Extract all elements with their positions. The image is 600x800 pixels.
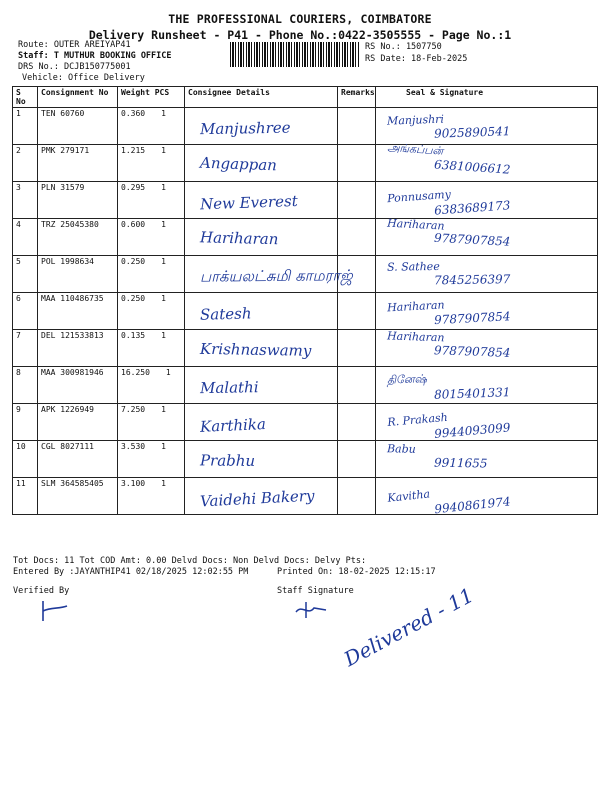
row-sno: 3 [13, 182, 38, 219]
col-consignee: Consignee Details [185, 87, 338, 108]
row-weight: 3.100 [121, 479, 146, 488]
row-pcs: 1 [165, 368, 171, 377]
row-consignee [185, 367, 338, 404]
row-seal [376, 182, 598, 219]
staff: Staff: T MUTHUR BOOKING OFFICE [18, 51, 172, 61]
row-seal [376, 256, 598, 293]
col-sno: S No [13, 87, 38, 108]
seal-signature: Babu [386, 442, 416, 456]
row-weight: 0.250 [121, 294, 146, 303]
seal-phone: 9787907854 [433, 309, 511, 328]
seal-signature: Hariharan [386, 216, 445, 233]
row-seal [376, 478, 598, 515]
row-weight-pcs [118, 441, 185, 478]
seal-phone: 9911655 [433, 455, 488, 471]
row-consignee [185, 478, 338, 515]
staff-signature-label: Staff Signature [277, 586, 354, 596]
col-pcs: PCS [154, 88, 170, 97]
row-sno: 1 [13, 108, 38, 145]
row-sno: 2 [13, 145, 38, 182]
row-consignee [185, 219, 338, 256]
seal-signature: அங்கப்பன் [386, 140, 444, 158]
row-remarks [338, 293, 376, 330]
row-seal [376, 140, 598, 182]
row-consignee [185, 145, 338, 182]
row-pcs: 1 [161, 257, 166, 266]
row-remarks [338, 145, 376, 182]
seal-signature: தினேஷ் [386, 372, 428, 387]
seal-signature: Ponnusamy [386, 187, 452, 206]
seal-signature: Manjushri [386, 112, 445, 128]
consignee-handwriting: Angappan [199, 153, 278, 175]
table-row [13, 330, 598, 367]
row-pcs: 1 [161, 220, 166, 229]
row-consignee [185, 330, 338, 367]
row-remarks [338, 367, 376, 404]
row-pcs: 1 [161, 405, 166, 414]
row-weight-pcs [118, 404, 185, 441]
table-row [13, 441, 598, 478]
row-weight: 0.600 [121, 220, 146, 229]
row-consignment: TEN 60760 [38, 108, 118, 145]
seal-signature: Kavitha [386, 487, 431, 505]
printed-on: Printed On: 18-02-2025 12:15:17 [277, 567, 436, 577]
row-consignment: APK 1226949 [38, 404, 118, 441]
row-remarks [338, 108, 376, 145]
row-seal [376, 441, 598, 478]
delivered-annotation: Delivered - 11 [340, 582, 478, 672]
row-remarks [338, 182, 376, 219]
row-weight-pcs [118, 330, 185, 367]
row-weight: 0.295 [121, 183, 146, 192]
row-pcs: 1 [161, 331, 166, 340]
row-consignment: PLN 31579 [38, 182, 118, 219]
seal-signature: R. Prakash [386, 410, 449, 429]
table-row [13, 145, 598, 182]
seal-signature: S. Sathee [386, 259, 440, 274]
consignee-handwriting: Krishnaswamy [199, 339, 312, 360]
runsheet-table [12, 86, 598, 515]
row-sno: 7 [13, 330, 38, 367]
row-consignment: DEL 121533813 [38, 330, 118, 367]
consignee-handwriting: New Everest [199, 191, 298, 214]
row-weight: 0.135 [121, 331, 146, 340]
totals-line: Tot Docs: 11 Tot COD Amt: 0.00 Delvd Docs: Non Delvd Docs: Delvy Pts: [13, 556, 367, 566]
consignee-handwriting: Malathi [199, 378, 259, 398]
row-pcs: 1 [161, 294, 166, 303]
consignee-handwriting: Karthika [199, 415, 267, 436]
row-sno: 4 [13, 219, 38, 256]
table-row [13, 293, 598, 330]
table-row [13, 182, 598, 219]
row-sno: 5 [13, 256, 38, 293]
seal-phone: 7845256397 [433, 272, 511, 288]
seal-phone: 9787907854 [433, 230, 511, 249]
consignee-handwriting: Satesh [199, 304, 252, 324]
row-remarks [338, 330, 376, 367]
seal-phone: 9944093099 [433, 420, 511, 441]
row-seal [376, 330, 598, 367]
col-weight-pcs [118, 87, 185, 108]
runsheet-subtitle: Delivery Runsheet - P41 - Phone No.:0422-3505555 - Page No.:1 [88, 28, 512, 42]
row-sno: 6 [13, 293, 38, 330]
row-weight: 3.530 [121, 442, 146, 451]
row-seal [376, 293, 598, 330]
route: Route: OUTER AREIYAP41 [18, 40, 131, 50]
row-seal [376, 367, 598, 404]
row-weight: 1.215 [121, 146, 146, 155]
row-weight-pcs [118, 256, 185, 293]
row-seal [376, 108, 598, 145]
row-weight-pcs [118, 478, 185, 515]
seal-signature: Hariharan [386, 298, 445, 315]
col-consignment: Consignment No [38, 87, 118, 108]
row-remarks [338, 441, 376, 478]
row-consignment: POL 1998634 [38, 256, 118, 293]
row-consignee [185, 293, 338, 330]
row-weight-pcs [118, 182, 185, 219]
row-consignee [185, 404, 338, 441]
row-consignment: MAA 110486735 [38, 293, 118, 330]
row-remarks [338, 404, 376, 441]
staff-signature-mark [292, 600, 332, 620]
rs-no: RS No.: 1507750 [365, 42, 442, 52]
vehicle: Vehicle: Office Delivery [22, 73, 145, 83]
barcode [230, 42, 360, 67]
row-weight: 0.360 [121, 109, 146, 118]
row-weight-pcs [118, 219, 185, 256]
table-body [13, 108, 598, 515]
row-weight: 7.250 [121, 405, 146, 414]
row-sno: 9 [13, 404, 38, 441]
row-seal [376, 216, 598, 256]
row-remarks [338, 478, 376, 515]
col-seal: Seal & Signature [376, 87, 598, 108]
table-row [13, 256, 598, 293]
table-row [13, 367, 598, 404]
row-consignment: TRZ 25045380 [38, 219, 118, 256]
table-header [13, 87, 598, 108]
row-weight: 0.250 [121, 257, 146, 266]
table-row [13, 478, 598, 515]
drs-no: DRS No.: DCJB150775001 [18, 62, 131, 72]
entered-by: Entered By :JAYANTHIP41 02/18/2025 12:02:55 PM [13, 567, 249, 577]
row-pcs: 1 [161, 479, 166, 488]
row-pcs: 1 [161, 183, 166, 192]
row-consignee [185, 441, 338, 478]
row-sno: 8 [13, 367, 38, 404]
verified-signature [35, 597, 75, 627]
row-consignee [185, 108, 338, 145]
col-weight: Weight [121, 88, 150, 97]
seal-phone: 9940861974 [433, 494, 512, 517]
row-consignment: CGL 8027111 [38, 441, 118, 478]
rs-date: RS Date: 18-Feb-2025 [365, 54, 468, 64]
row-remarks [338, 219, 376, 256]
consignee-handwriting: Manjushree [199, 118, 291, 139]
company-title: THE PROFESSIONAL COURIERS, COIMBATORE [168, 12, 432, 26]
col-remarks: Remarks [338, 87, 376, 108]
seal-phone: 6381006612 [433, 157, 511, 177]
row-pcs: 1 [161, 442, 166, 451]
row-weight-pcs [118, 108, 185, 145]
seal-phone: 6383689173 [433, 198, 511, 218]
row-consignee [185, 182, 338, 219]
consignee-handwriting: Hariharan [199, 228, 279, 249]
table-row [13, 404, 598, 441]
row-weight: 16.250 [121, 368, 150, 377]
verified-by-label: Verified By [13, 586, 70, 596]
row-consignment: MAA 300981946 [38, 367, 118, 404]
seal-signature: Hariharan [386, 329, 445, 345]
row-sno: 11 [13, 478, 38, 515]
table-row [13, 219, 598, 256]
seal-phone: 9787907854 [433, 343, 511, 360]
row-pcs: 1 [161, 109, 166, 118]
row-consignment: SLM 364585405 [38, 478, 118, 515]
consignee-handwriting: பாக்யலட்சுமி காமராஜ் [199, 266, 353, 286]
consignee-handwriting: Prabhu [199, 451, 256, 470]
row-sno: 10 [13, 441, 38, 478]
row-weight-pcs [118, 293, 185, 330]
row-weight-pcs [118, 145, 185, 182]
row-consignee [185, 256, 353, 293]
seal-phone: 9025890541 [433, 124, 511, 141]
row-pcs: 1 [161, 146, 166, 155]
consignee-handwriting: Vaidehi Bakery [199, 486, 315, 511]
row-weight-pcs [118, 367, 185, 404]
table-row [13, 108, 598, 145]
row-consignment: PMK 279171 [38, 145, 118, 182]
row-seal [376, 404, 598, 441]
seal-phone: 8015401331 [433, 385, 511, 402]
